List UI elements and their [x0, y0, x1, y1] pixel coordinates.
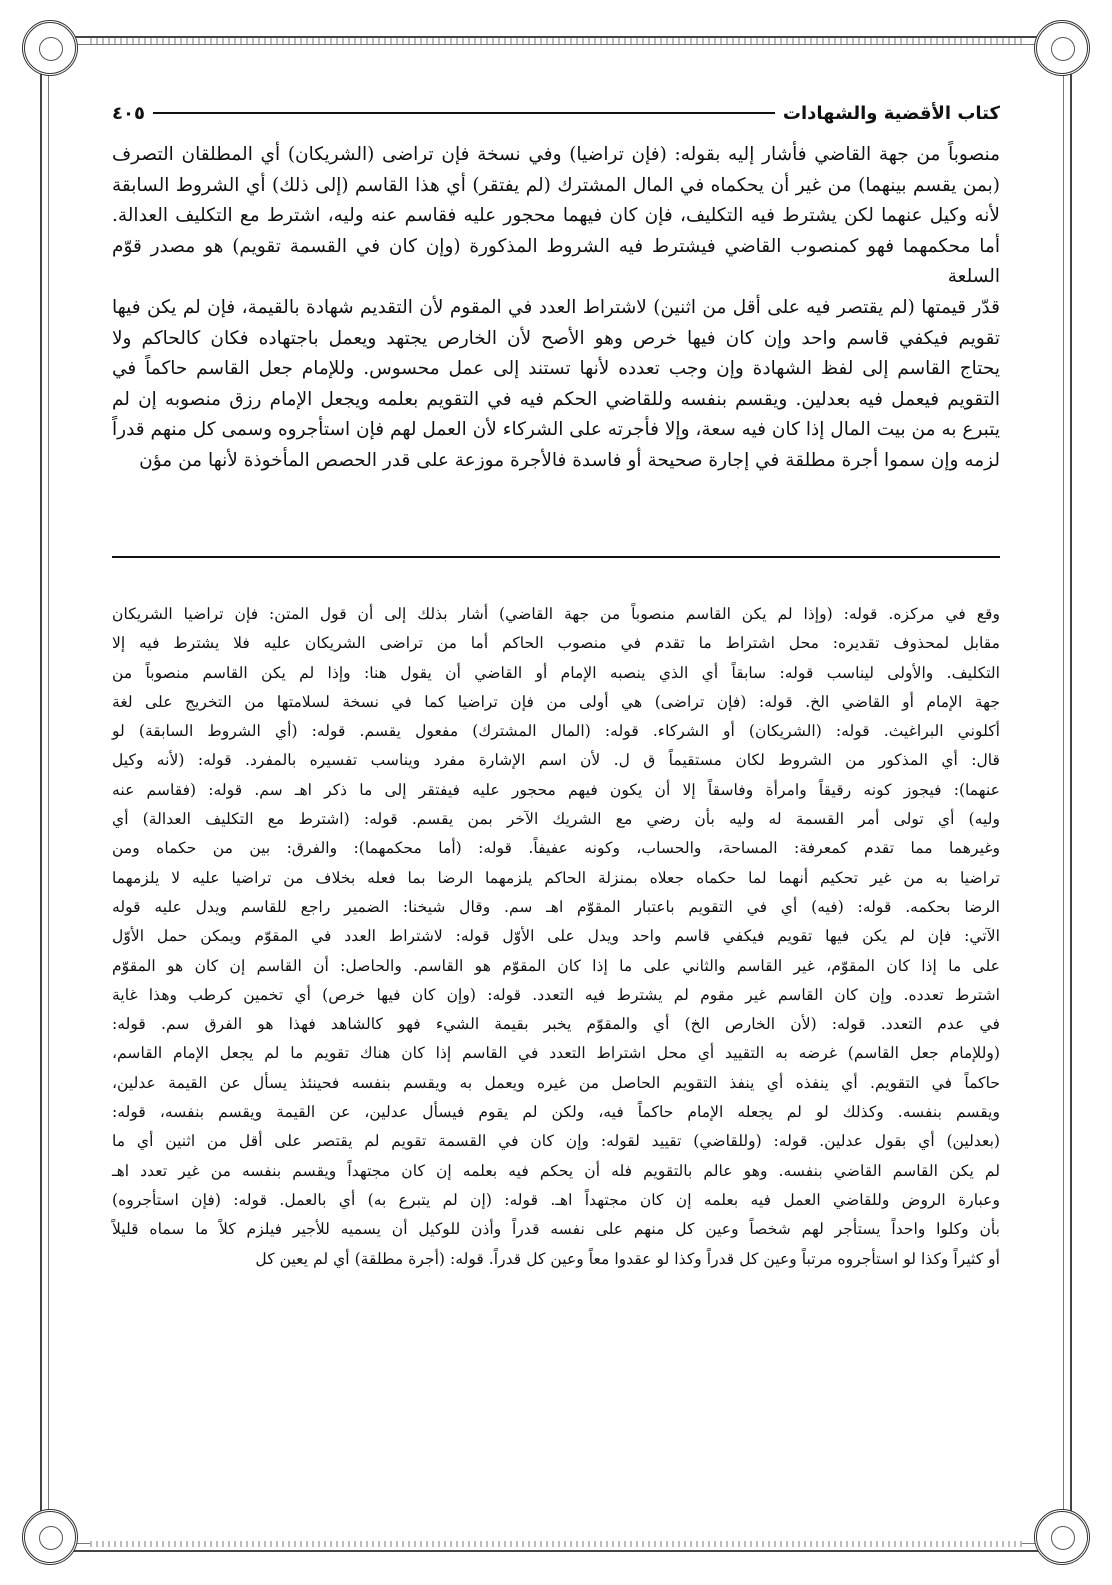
border-ornament-top [90, 38, 1022, 44]
main-line: أما محكمهما فهو كمنصوب القاضي فيشترط فيه الشروط المذكورة (وإن كان في القسمة تقويم) هو مصدر قوّم السلعة [112, 235, 1000, 288]
main-line: قدّر قيمتها (لم يقتصر فيه على أقل من اثنين) لاشتراط العدد في المقوم لأن التقديم شهادة بالقيمة، فإن لم يكن فيها [112, 296, 1000, 318]
footnote-line: قال: أي المذكور من الشروط لكان مستقيماً ق ل. لأن اسم الإشارة مفرد ويناسب تفسيره بالمفرد. قوله: (لأنه وكيل [112, 751, 1000, 770]
footnote-line: بأن وكلوا واحداً يستأجر لهم شخصاً وعين كل منهم على نفسه قدراً وأذن للوكيل أن يسميه للأجير فيلزم كلاً ما سماه قليلاً [112, 1220, 1000, 1239]
footnote-line: التكليف. والأولى ليناسب قوله: سابقاً أي الذي ينصبه الإمام أو القاضي أن يقول هنا: وإذا لم يكن القاسم منصوباً من [112, 663, 1000, 682]
footnote-line: الرضا بحكمه. قوله: (فيه) أي في التقويم باعتبار المقوّم اهـ سم. وقال شيخنا: الضمير راجع للقاسم ويدل عليه قوله [112, 897, 1000, 916]
footnotes [112, 600, 1000, 1274]
page-number: ٤٠٥ [112, 102, 145, 124]
footnote-line: مقابل لمحذوف تقديره: محل اشتراط ما تقدم في منصوب الحاكم أما من تراضى الشريكان عليه فلا يشترط فيه إلا [112, 634, 1000, 653]
main-line: التقويم فيعمل فيه بعدلين. ويقسم بنفسه وللقاضي الحكم فيه في التقويم بعلمه ويجعل الإمام رزق منصوبه إن لم [112, 388, 1000, 410]
footnote-line: وغيرهما مما تقدم كمعرفة: المساحة، والحساب، وكونه عفيفاً. قوله: (أما محكمهما): والفرق: بين من حكماه ومن [112, 839, 1000, 858]
footnote-line: عنهما): فيجوز كونه رقيقاً وامرأة وفاسقاً إلا أن يكون فيهم محجور عليه فيفتقر إلى ما ذكر اهـ سم. قوله: (فقاسم عنه [112, 780, 1000, 799]
footnote-line: لم يكن القاسم القاضي بنفسه. وهو عالم بالتقويم فله أن يحكم فيه بعلمه إن كان مجتهداً ويقسم بنفسه من غير تعدد اهـ [112, 1161, 1000, 1180]
main-line: تقويم فيكفي قاسم واحد وإن كان فيها خرص وهو الأصح لأن الخارص يجتهد ويعمل باجتهاده فكان كالحاكم ولا [112, 327, 1000, 349]
corner-ornament-top-right [1034, 20, 1090, 76]
corner-ornament-bottom-right [1034, 1509, 1090, 1565]
main-line: (بمن يقسم بينهما) من غير أن يحكماه في المال المشترك (لم يفتقر) أي هذا القاسم (إلى ذلك) أي الشروط السابقة [112, 174, 1000, 196]
main-line: يتبرع به من بيت المال إذا كان فيه سعة، وإلا فأجرته على الشركاء لأن العمل لهم فإن استأجروه وسمى كل منهم قدراً [112, 419, 1000, 441]
footnote-line: وقع في مركزه. قوله: (وإذا لم يكن القاسم منصوباً من جهة القاضي) أشار بذلك إلى أن قول المتن: فإن تراضيا الشريكان [112, 605, 1000, 623]
header-rule [153, 112, 775, 114]
page-header [112, 96, 1000, 130]
main-text [112, 140, 1000, 477]
footnote-line: (وللإمام جعل القاسم) غرضه به التقييد أي محل اشتراط التعدد في القاسم إذا كان هناك تقويم ما لم يجعل الإمام القاسم، [112, 1044, 1000, 1063]
footnote-line: وليه) أي تولى أمر القسمة له وليه بأن رضي مع الشريك الآخر بمن يقسم. قوله: (اشترط مع التكليف العدالة) أي [112, 810, 1000, 829]
corner-ornament-bottom-left [22, 1509, 78, 1565]
border-ornament-bottom [90, 1541, 1022, 1547]
footnote-line: (بعدلين) أي بقول عدلين. قوله: (وللقاضي) تقييد لقوله: وإن كان في القسمة تقويم لم يقتصر على أقل من اثنين أي ما [112, 1132, 1000, 1151]
main-line: لأنه وكيل عنهما لكن يشترط فيه التكليف، فإن كان فيهما محجور عليه فقاسم عنه وليه، اشترط مع التكليف العدالة. [112, 205, 1000, 227]
main-line: منصوباً من جهة القاضي فأشار إليه بقوله: (فإن تراضيا) وفي نسخة فإن تراضى (الشريكان) أي المطلقان التصرف [112, 144, 1000, 165]
footnote-line: على ما إذا كان المقوّم، غير القاسم والثاني على ما إذا كان المقوّم هو القاسم. والحاصل: أن القاسم إن كان هو المقوّم [112, 956, 1000, 975]
footnote-line: أو كثيراً وكذا لو استأجروه مرتباً وعين كل قدراً وكذا لو عقدوا معاً وعين كل قدراً. قوله: (أجرة مطلقة) أي لم يعين كل [255, 1249, 1000, 1268]
footnote-line: الآتي: فإن لم يكن فيها تقويم فيكفي قاسم واحد ويدل على الأوّل قوله: لاشتراط العدد في المقوّم ويمكن حمل الأوّل [112, 927, 1000, 946]
footnote-line: وعبارة الروض وللقاضي العمل فيه بعلمه إن كان مجتهداً اهـ. قوله: (إن لم يتبرع به) أي بالعمل. قوله: (فإن استأجروه) [112, 1190, 1000, 1209]
running-title: كتاب الأقضية والشهادات [782, 102, 1000, 124]
footnote-separator [112, 556, 1000, 558]
corner-ornament-top-left [22, 20, 78, 76]
footnote-line: ويقسم بنفسه. وكذلك لو لم يجعله الإمام حاكماً فيه، ولكن لم يقوم فيسأل عدلين، عن القيمة ويقسم بنفسه، قوله: [112, 1103, 1000, 1122]
footnote-line: في عدم التعدد. قوله: (لأن الخارص الخ) أي والمقوّم يخبر بقيمة الشيء فهو كالشاهد فهذا هو الفرق سم. قوله: [112, 1015, 1000, 1034]
footnote-line: تراضيا به من غير تحكيم أنهما لما حكماه جعلاه بمنزلة الحاكم يلزمهما الرضا بما فعله بخلاف من تراضيا عليه لا يلزمهما [112, 868, 1000, 887]
footnote-line: جهة الإمام أو القاضي الخ. قوله: (فإن تراضى) هي أولى من فإن تراضيا كما في نسخة لسلامتها من التخريج على لغة [112, 692, 1000, 711]
footnote-line: اشترط تعدده. وإن كان القاسم غير مقوم لم يشترط فيه التعدد. قوله: (وإن كان فيها خرص) أي تخمين كرطب وهذا غاية [112, 985, 1000, 1004]
footnote-line: حاكماً في التقويم. أي ينفذه أي ينفذ التقويم الحاصل من غيره ويعمل به ويقسم بنفسه فحينئذ يسأل عن القيمة عدلين، [112, 1073, 1000, 1092]
main-line: يحتاج القاسم إلى لفظ الشهادة وإن وجب تعدده لأنها تستند إلى عمل محسوس. وللإمام جعل القاسم حاكماً في [112, 358, 1000, 380]
footnote-line: أكلوني البراغيث. قوله: (الشريكان) أو الشركاء. قوله: (المال المشترك) مفعول يقسم. قوله: (أي الشروط السابقة) لو [112, 722, 1000, 741]
main-line: لزمه وإن سموا أجرة مطلقة في إجارة صحيحة أو فاسدة فالأجرة موزعة على قدر الحصص المأخوذة لأنها من مؤن [139, 449, 1000, 471]
